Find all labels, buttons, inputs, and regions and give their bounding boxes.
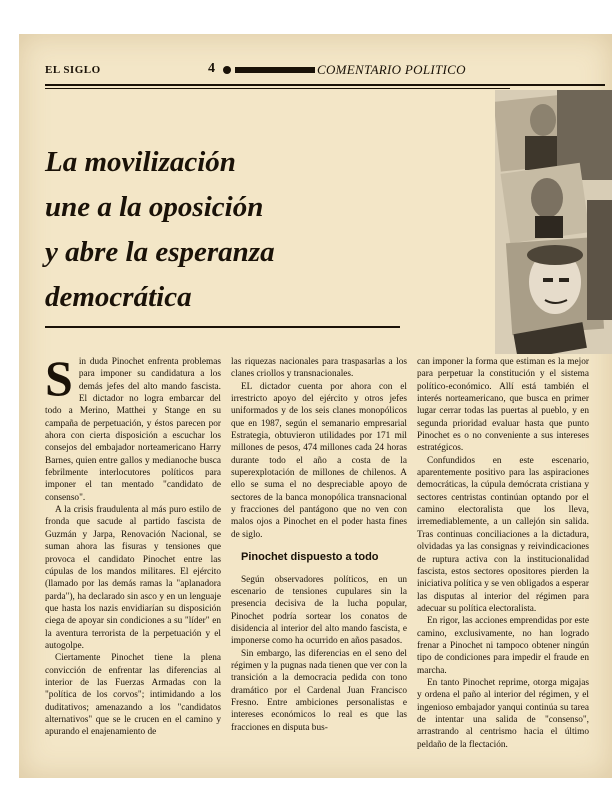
header-bar <box>235 67 315 73</box>
paragraph: Según observadores políticos, en un escenario de tensiones cupulares sin la presencia decisiva de la lucha popular, Pinochet podría sortear los conatos de disidencia al interior del alto mando fascista, e imponerse como ha ocurrido en años pasados. <box>231 574 407 647</box>
paragraph: A la crisis fraudulenta al más puro estilo de fronda que sacude al partido fascista de Guzmán y Jarpa, Renovación Nacional, se suman ahora las fisuras y tensiones que provoca el candidato Pinochet entre las cúpulas de los mandos militares. El ejército (llamado por las demás ramas la "aplanadora parda"), ha declarado sin asco y en un lenguaje que hasta los nazis envidiarían su disposición ciega de apoyar sin condiciones a su "líder" en la aventura terrorista de la perpetuación y el autogolpe. <box>45 505 221 651</box>
page-number: 4 <box>208 61 215 76</box>
newspaper-page <box>19 34 612 778</box>
header-rule <box>45 84 605 86</box>
paragraph: Confundidos en este escenario, aparentemente positivo para las aspiraciones democráticas, la cúpula demócrata cristiana y sectores centristas continúan optando por el camino electoralista que los lleva, irremediablemente, a un callejón sin salida. Tras continuas conciliaciones a la dictadura, olvidadas ya las consignas y reivindicaciones de ruptura activa con la institucionalidad fascista, estos sectores opositores pierden la iniciativa política y se ven obligados a esperar las disputas al interior del régimen para adecuar su política electoralista. <box>417 455 589 614</box>
headline <box>45 140 445 320</box>
paragraph: las riquezas nacionales para traspasarlas a los clanes criollos y transnacionales. <box>231 357 407 380</box>
page-header <box>45 61 605 80</box>
headline-line-4: democrática <box>45 281 192 313</box>
headline-line-1: La movilización <box>45 146 236 178</box>
paragraph: Ciertamente Pinochet tiene la plena convicción de enfrentar las diferencias al interior de las Fuerzas Armadas con la "política de los corvos"; intimidando a los duditativos; amenazando a los "candidatos alternativos" que se le crucen en el camino y apurando el enajenamiento de <box>45 653 221 738</box>
paragraph: Sin embargo, las diferencias en el seno del régimen y la pugnas nada tienen que ver con la transición a la democracia pedida con tono dramático por el Cardenal Juan Francisco Fresno. Entre ambiciones personalistas e intereses económicos lo real es que las fracciones en disputa bus- <box>231 648 407 733</box>
article-column-2 <box>231 356 407 734</box>
paragraph: En rigor, las acciones emprendidas por este camino, exclusivamente, no han logrado frenar a Pinochet ni tampoco obtener ningún tipo de condiciones para impedir el fraude en marcha. <box>417 616 589 676</box>
paragraph: En tanto Pinochet reprime, otorga migajas y ordena el paño al interior del régimen, y el ingenioso embajador yanqui continúa su tarea de intentar una salida de "consenso", arrastrando al centrismo hacia el último peldaño de la flectación. <box>417 677 589 750</box>
section-title: COMENTARIO POLITICO <box>317 62 466 77</box>
header-rule-thin <box>45 88 510 89</box>
drop-cap: S <box>45 350 73 406</box>
bullet-icon <box>223 66 231 74</box>
headline-line-2: une a la oposición <box>45 191 264 223</box>
paragraph: Sin duda Pinochet enfrenta problemas para imponer su candidatura a los demás jefes del alto mando fascista. El dictador no logra embarcar del todo a Merino, Matthei y Stange en su campaña de perpetuación, y éstos parecen por ahora con cierta disposición a escuchar los consejos del embajador norteamericano Harry Barnes, quien entre gallos y medianoche busca febrilmente interlocutores políticos para imponer el tan mentado "candidato de consenso". <box>45 350 221 503</box>
headline-line-3: y abre la esperanza <box>45 236 275 268</box>
paragraph: EL dictador cuenta por ahora con el irrestricto apoyo del ejército y otros jefes uniformados y de los seis clanes monopólicos que en 1987, según el semanario empresarial Estrategia, obtuvieron utilidades por 171 mil millones de pesos, 474 millones cada 24 horas durante todo el año a costa de la superexplotación de millones de chilenos. A ello se suma el no despreciable apoyo de sectores de la banca monopólica transnacional y fracciones del pantágono que no ven con malos ojos a Pinochet en el poder hasta fines de siglo. <box>231 381 407 540</box>
article-column-3 <box>417 356 589 751</box>
publication-name: EL SIGLO <box>45 64 101 76</box>
photo-collage <box>495 90 612 354</box>
paragraph: can imponer la forma que estiman es la mejor para perpetuar la constitución y el sistema político-económico. Allí está también el interés norteamericano, que busca en primer lugar cerrar todas las puertas al pueblo, y en segunda prioridad evaluar hasta que punto Pinochet es o no conveniente a sus intereses estratégicos. <box>417 357 589 454</box>
subheading: Pinochet dispuesto a todo <box>241 551 379 564</box>
article-column-1 <box>45 350 221 739</box>
headline-rule <box>45 326 400 328</box>
